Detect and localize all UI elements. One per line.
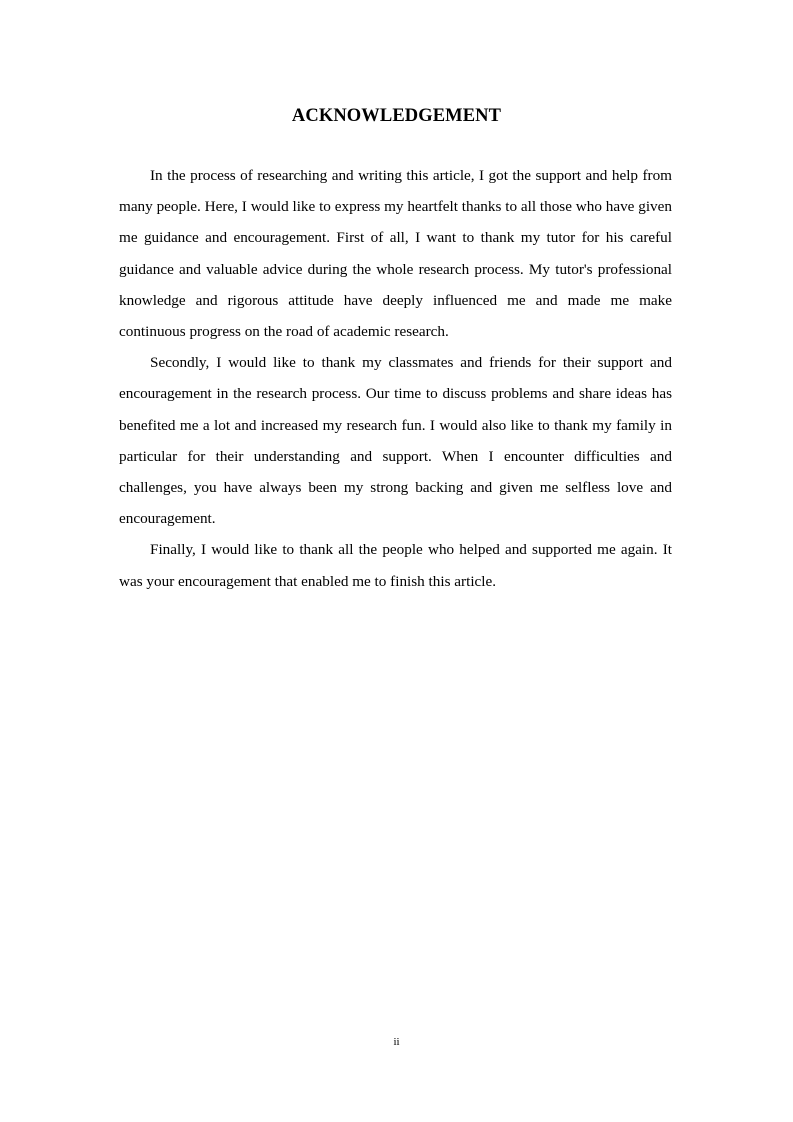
paragraph-closing: Finally, I would like to thank all the people who helped and supported me again. It was your encouragement that enabled me to finish this article.	[119, 541, 672, 590]
paragraph-support: In the process of researching and writing this article, I got the support and help from many people. Here, I would like to express my heartfelt thanks to all those who have given me guidance and encouragement. First of all, I want to thank my tutor for his careful guidance and valuable advice during the whole research process. My tutor's professional knowledge and rigorous attitude have deeply influenced me and made me make continuous progress on the road of academic research.	[119, 167, 672, 341]
page-number: ii	[393, 1036, 400, 1048]
paragraph-classmates-family: Secondly, I would like to thank my classmates and friends for their support and encouragement in the research process. Our time to discuss problems and share ideas has benefited me a lot and increased my research fun. I would also like to thank my family in particular for their understanding and support. When I encounter difficulties and challenges, you have always been my strong backing and given me selfless love and encouragement.	[119, 354, 672, 528]
page-title: ACKNOWLEDGEMENT	[291, 106, 502, 126]
acknowledgement-body	[119, 160, 672, 597]
